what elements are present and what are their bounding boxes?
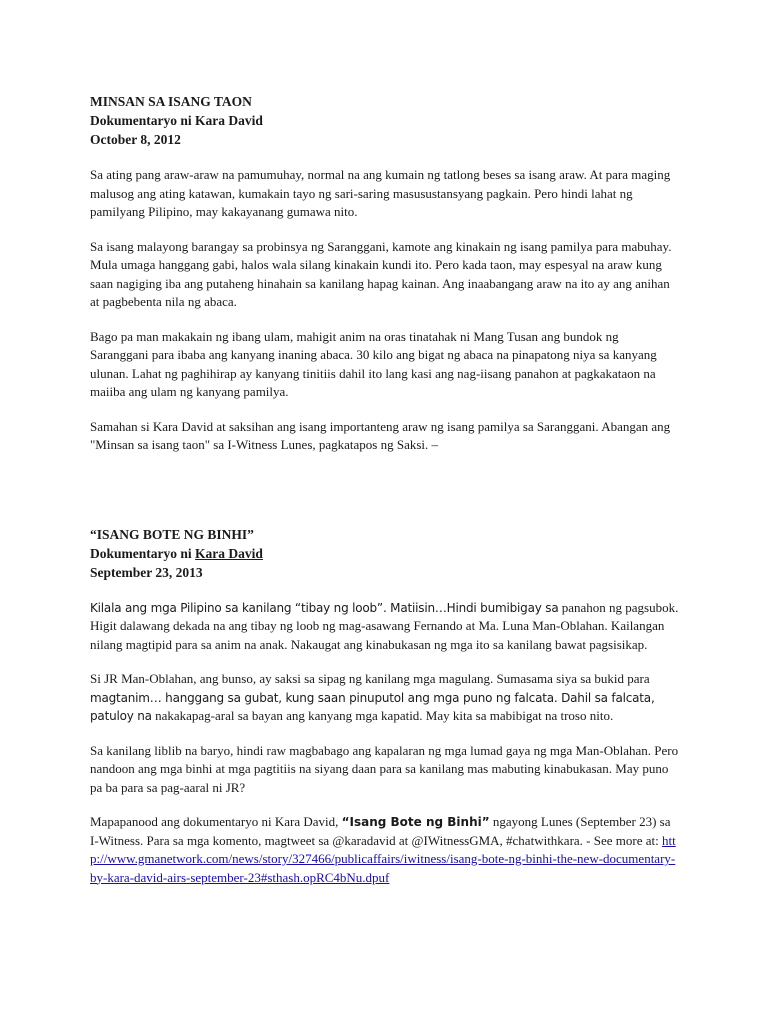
paragraph-text: panahon ng pagsubok. Higit dalawang dekada na ang tibay ng loob ng mag-asawang Fernando at Ma. Luna Man-Oblahan. Kailangan nilang magtipid para sa anim na anak. Nakaugat ang kinabukasan ng mga ito sa kanilang bawat pagsisikap. xyxy=(90,599,679,652)
document-page xyxy=(90,92,680,903)
byline-prefix: Dokumentaryo ni xyxy=(90,545,196,561)
article-isang-bote-ng-binhi xyxy=(90,525,680,888)
article-paragraph: Sa isang malayong barangay sa probinsya ng Saranggani, kamote ang kinakain ng isang pamilya para mabuhay. Mula umaga hanggang gabi, halos wala silang kinakain kundi ito. Pero kada taon, may espesyal na araw kung saan nagiging iba ang putaheng hinahain sa kanilang hapag kainan. Ang inaabangang araw na ito ay ang anihan at pagbebenta nila ng abaca. xyxy=(90,238,672,309)
article-byline xyxy=(90,544,680,563)
article-paragraph xyxy=(90,670,680,726)
paragraph-text: Kilala ang mga Pilipino sa kanilang “tibay ng loob”. Matiisin…Hindi bumibigay sa xyxy=(90,600,559,615)
article-paragraph xyxy=(90,813,680,887)
article-paragraph: Sa ating pang araw-araw na pamumuhay, normal na ang kumain ng tatlong beses sa isang araw. At para maging malusog ang ating katawan, kumakain tayo ng sari-saring masusustansyang pagkain. Pero hindi lahat ng pamilyang Pilipino, may kakayanang gumawa nito. xyxy=(90,167,671,219)
source-link[interactable]: http://www.gmanetwork.com/news/story/327466/publicaffairs/iwitness/isang-bote-ng-binhi-the-new-documentary-by-kara-david-airs-september-23#sthash.opRC4bNu.dpuf xyxy=(90,832,676,885)
article-paragraph: Sa kanilang liblib na baryo, hindi raw magbabago ang kapalaran ng mga lumad gaya ng mga Man-Oblahan. Pero nandoon ang mga binhi at mga pagtitiis na siyang daan para sa kanilang mas mabuting kinabukasan. May puno pa ba para sa pag-aaral ni JR? xyxy=(90,742,679,795)
paragraph-text: magtanim… hanggang sa gubat, kung saan pinuputol ang mga puno ng falcata. Dahil sa falcata, patuloy na xyxy=(90,690,655,723)
author-link[interactable]: Kara David xyxy=(195,545,263,561)
article-date: September 23, 2013 xyxy=(90,564,203,580)
paragraph-text: Mapapanood ang dokumentaryo ni Kara David, xyxy=(90,814,342,829)
article-paragraph: Samahan si Kara David at saksihan ang isang importanteng araw ng isang pamilya sa Saranggani. Abangan ang "Minsan sa isang taon" sa I-Witness Lunes, pagkatapos ng Saksi. – xyxy=(90,418,671,452)
article-date: October 8, 2012 xyxy=(90,132,181,147)
paragraph-text: nakakapag-aral sa bayan ang kanyang mga kapatid. May kita sa mabibigat na troso nito. xyxy=(151,708,614,723)
documentary-title: “Isang Bote ng Binhi” xyxy=(341,815,490,829)
article-byline: Dokumentaryo ni Kara David xyxy=(90,113,263,128)
article-paragraph: Bago pa man makakain ng ibang ulam, mahigit anim na oras tinatahak ni Mang Tusan ang bundok ng Saranggani para ibaba ang kanyang inaning abaca. 30 kilo ang bigat ng abaca na pinapatong niya sa kanyang ulunan. Lahat ng paghihirap ay kanyang tinitiis dahil ito lang kasi ang nag-iisang panahon at pagkakataon na maiiba ang ulam ng kanyang pamilya. xyxy=(90,328,657,399)
article-title: “ISANG BOTE NG BINHI” xyxy=(90,526,254,542)
paragraph-text: Si JR Man-Oblahan, ang bunso, ay saksi sa sipag ng kanilang mga magulang. Sumasama siya sa bukid para xyxy=(90,671,650,686)
article-title: MINSAN SA ISANG TAON xyxy=(90,94,252,109)
article-paragraph xyxy=(90,599,680,655)
paragraph-text: ngayong Lunes (September 23) sa I-Witness. Para sa mga komento, magtweet sa @karadavid at @IWitnessGMA, #chatwithkara. - See more at: xyxy=(90,814,671,848)
article-minsan-sa-isang-taon xyxy=(90,92,680,455)
